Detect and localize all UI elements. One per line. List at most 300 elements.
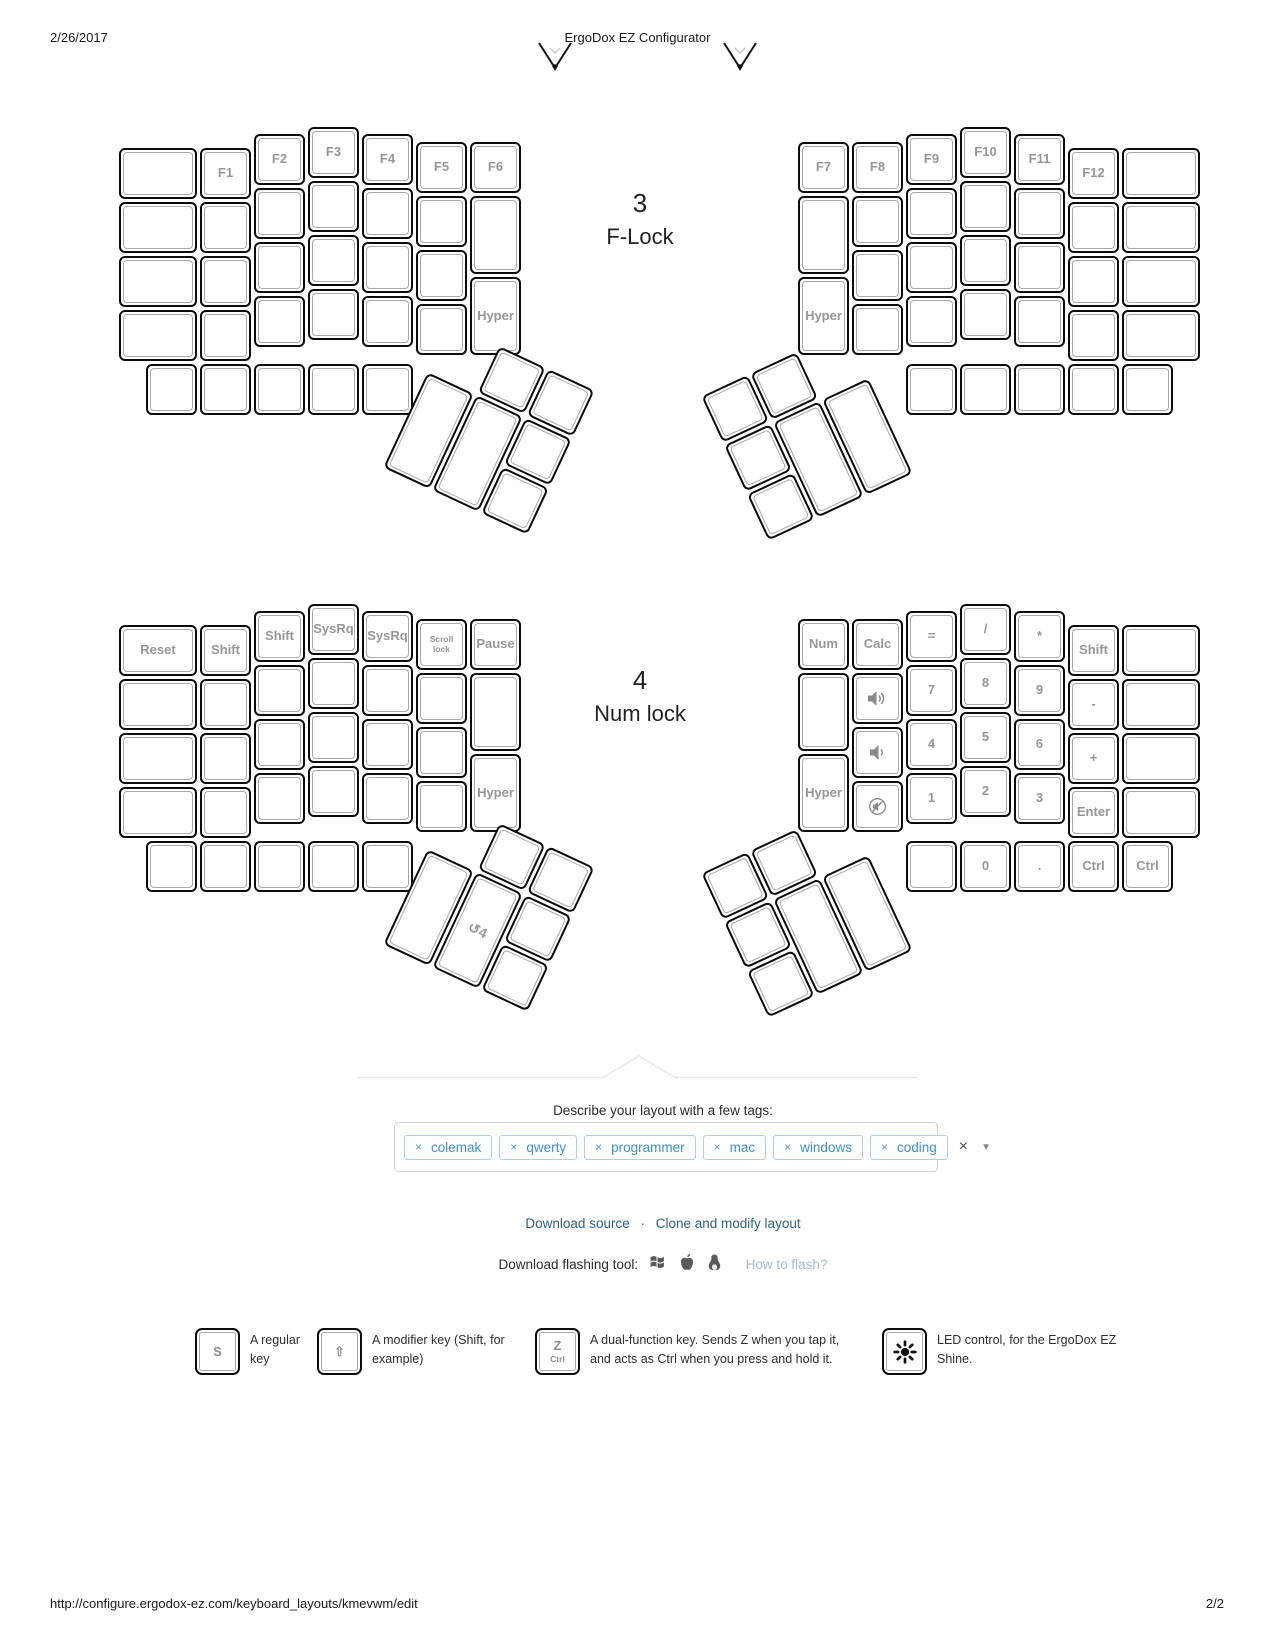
key-blank[interactable] xyxy=(200,364,251,415)
layer-number: 4 xyxy=(632,665,648,695)
clone-layout-link[interactable]: Clone and modify layout xyxy=(655,1216,801,1231)
key-blank[interactable] xyxy=(200,310,251,361)
keycap-label xyxy=(150,845,193,888)
key-shift[interactable] xyxy=(1068,625,1119,676)
key-volume-mute[interactable] xyxy=(852,781,903,832)
key-blank[interactable] xyxy=(1068,202,1119,253)
key-blank[interactable] xyxy=(146,364,197,415)
keycap-label xyxy=(123,206,193,249)
key-pause[interactable] xyxy=(470,619,521,670)
key-blank[interactable] xyxy=(362,841,413,892)
key-blank[interactable] xyxy=(200,733,251,784)
key-blank[interactable] xyxy=(416,727,467,778)
keycap-label: F12 xyxy=(1072,152,1115,195)
keycap-label xyxy=(756,834,813,891)
key-blank[interactable] xyxy=(1068,256,1119,307)
keycap-label: / xyxy=(964,608,1007,651)
key-blank[interactable] xyxy=(362,719,413,770)
layer-4-diagram xyxy=(0,603,1275,1073)
key-blank[interactable] xyxy=(362,665,413,716)
key-f6[interactable] xyxy=(470,142,521,193)
keycap-label: Hyper xyxy=(802,281,845,351)
keycap-label xyxy=(366,192,409,235)
key-blank[interactable] xyxy=(852,196,903,247)
how-to-flash-link[interactable]: How to flash? xyxy=(745,1257,828,1273)
keycap-label xyxy=(1072,260,1115,303)
keycap-label: Reset xyxy=(123,629,193,672)
key-blank[interactable] xyxy=(798,196,849,274)
key-[interactable] xyxy=(1014,611,1065,662)
keycap-label: 7 xyxy=(910,669,953,712)
key-blank[interactable] xyxy=(798,673,849,751)
keycap-label xyxy=(752,955,809,1012)
key-blank[interactable] xyxy=(1014,364,1065,415)
key-num[interactable] xyxy=(798,619,849,670)
tag-label: colemak xyxy=(431,1139,482,1155)
keycap-label: Ctrl xyxy=(1126,845,1169,888)
keycap-label xyxy=(1126,791,1196,834)
keycap-label xyxy=(123,152,193,195)
keycap-label: Hyper xyxy=(474,281,517,351)
key-shift[interactable] xyxy=(254,611,305,662)
keycap-label xyxy=(258,368,301,411)
key-blank[interactable] xyxy=(906,296,957,347)
keycap-label: Scroll lock xyxy=(420,623,463,666)
layer-name: F-Lock xyxy=(606,224,674,249)
keycap-label: Shift xyxy=(1072,629,1115,672)
key-[interactable] xyxy=(1068,679,1119,730)
keycap-label: 4 xyxy=(910,723,953,766)
key-ctrl[interactable] xyxy=(1068,841,1119,892)
keycap-label xyxy=(366,368,409,411)
keycap-label xyxy=(964,239,1007,282)
key-blank[interactable] xyxy=(852,250,903,301)
led-icon xyxy=(886,1332,923,1371)
keycap-label: Shift xyxy=(258,615,301,658)
tag-programmer[interactable] xyxy=(584,1135,696,1160)
key-3[interactable] xyxy=(1014,773,1065,824)
key-blank[interactable] xyxy=(906,364,957,415)
keycap-label: F3 xyxy=(312,131,355,174)
legend-keycap xyxy=(199,1332,236,1371)
legend-key-label: ⇧ xyxy=(334,1344,345,1359)
keycap-label xyxy=(910,300,953,343)
keycap-label: . xyxy=(1018,845,1061,888)
keycap-label xyxy=(366,669,409,712)
key-blank[interactable] xyxy=(308,841,359,892)
download-source-link[interactable]: Download source xyxy=(525,1216,630,1231)
keycap-label: F6 xyxy=(474,146,517,189)
keycap-label xyxy=(964,368,1007,411)
keycap-label: 1 xyxy=(910,777,953,820)
key-blank[interactable] xyxy=(200,787,251,838)
key-blank[interactable] xyxy=(254,242,305,293)
keycap-label: F1 xyxy=(204,152,247,195)
key-f7[interactable] xyxy=(798,142,849,193)
key-blank[interactable] xyxy=(1014,242,1065,293)
tag-colemak[interactable] xyxy=(404,1135,492,1160)
key-f1[interactable] xyxy=(200,148,251,199)
key-blank[interactable] xyxy=(362,242,413,293)
key-blank[interactable] xyxy=(200,202,251,253)
key-blank[interactable] xyxy=(308,658,359,709)
keycap-label: 2 xyxy=(964,770,1007,813)
keycap-label: 5 xyxy=(964,716,1007,759)
tag-remove-icon[interactable]: × xyxy=(510,1140,518,1154)
keycap-label: Shift xyxy=(204,629,247,672)
tag-remove-icon[interactable]: × xyxy=(595,1140,603,1154)
key-blank[interactable] xyxy=(1122,202,1200,253)
keycap-label xyxy=(1126,260,1196,303)
keycap-label xyxy=(802,200,845,270)
key-blank[interactable] xyxy=(119,256,197,307)
key-[interactable] xyxy=(960,604,1011,655)
legend-text: A modifier key (Shift, for example) xyxy=(372,1333,505,1367)
tag-windows[interactable] xyxy=(773,1135,863,1160)
flash-tool-icons xyxy=(642,1257,728,1272)
key-blank[interactable] xyxy=(470,673,521,751)
keycap-label xyxy=(707,380,764,437)
keycap-label xyxy=(910,246,953,289)
key-blank[interactable] xyxy=(119,310,197,361)
clipped-key-fragment-left xyxy=(537,42,573,74)
print-header-date: 2/26/2017 xyxy=(50,30,108,45)
keycap-label xyxy=(123,683,193,726)
keycap-label: F8 xyxy=(856,146,899,189)
key-f9[interactable] xyxy=(906,134,957,185)
keycap-label xyxy=(856,200,899,243)
volume-down-icon xyxy=(856,731,899,774)
keycap-label xyxy=(1072,206,1115,249)
keycap-label: Ctrl xyxy=(1072,845,1115,888)
keycap-label xyxy=(366,246,409,289)
keycap-label: 3 xyxy=(1018,777,1061,820)
keycap-label xyxy=(1126,683,1196,726)
key-[interactable] xyxy=(906,611,957,662)
keycap-label xyxy=(258,777,301,820)
key-blank[interactable] xyxy=(1122,310,1200,361)
key-blank[interactable] xyxy=(1014,296,1065,347)
keycap-label: Enter xyxy=(1072,791,1115,834)
key-blank[interactable] xyxy=(254,364,305,415)
keycap-label xyxy=(509,423,566,480)
key-f10[interactable] xyxy=(960,127,1011,178)
key-blank[interactable] xyxy=(146,841,197,892)
tag-label: coding xyxy=(896,1139,937,1155)
keycap-label xyxy=(1126,368,1169,411)
keycap-label xyxy=(312,770,355,813)
keycap-label xyxy=(312,716,355,759)
tag-remove-icon[interactable]: × xyxy=(880,1140,888,1154)
key-f5[interactable] xyxy=(416,142,467,193)
key-shift[interactable] xyxy=(200,625,251,676)
key-blank[interactable] xyxy=(308,712,359,763)
key-volume-down[interactable] xyxy=(852,727,903,778)
key-blank[interactable] xyxy=(254,841,305,892)
print-header-title: ErgoDox EZ Configurator xyxy=(564,30,711,45)
keycap-label xyxy=(366,845,409,888)
key-blank[interactable] xyxy=(470,196,521,274)
key-blank[interactable] xyxy=(254,188,305,239)
key-blank[interactable] xyxy=(254,773,305,824)
keycap-label: 0 xyxy=(964,845,1007,888)
keycap-label xyxy=(1018,192,1061,235)
flash-row xyxy=(0,1255,1275,1276)
key-blank[interactable] xyxy=(960,364,1011,415)
key-blank[interactable] xyxy=(200,841,251,892)
tag-remove-icon[interactable]: × xyxy=(713,1140,721,1154)
tag-label: mac xyxy=(729,1139,756,1155)
clipped-key-fragment-right xyxy=(722,42,758,74)
keycap-label xyxy=(474,677,517,747)
key-blank[interactable] xyxy=(254,665,305,716)
legend-key-z xyxy=(535,1328,580,1375)
key-f12[interactable] xyxy=(1068,148,1119,199)
key-blank[interactable] xyxy=(1122,256,1200,307)
keycap-label: F2 xyxy=(258,138,301,181)
tag-qwerty[interactable] xyxy=(499,1135,577,1160)
key-blank[interactable] xyxy=(308,181,359,232)
tag-remove-icon[interactable]: × xyxy=(784,1140,792,1154)
keycap-label: F4 xyxy=(366,138,409,181)
key-blank[interactable] xyxy=(1122,679,1200,730)
keycap-label xyxy=(204,206,247,249)
key-f4[interactable] xyxy=(362,134,413,185)
key-volume-up[interactable] xyxy=(852,673,903,724)
key-blank[interactable] xyxy=(1122,364,1173,415)
apple-icon[interactable] xyxy=(679,1253,695,1274)
key-8[interactable] xyxy=(960,658,1011,709)
key-blank[interactable] xyxy=(254,719,305,770)
keycap-label xyxy=(204,260,247,303)
keycap-label xyxy=(1126,206,1196,249)
key-0[interactable] xyxy=(960,841,1011,892)
keycap-label: F11 xyxy=(1018,138,1061,181)
legend-item-4 xyxy=(882,1328,1127,1375)
key-blank[interactable] xyxy=(1014,188,1065,239)
key-blank[interactable] xyxy=(960,235,1011,286)
keycap-label xyxy=(729,906,786,963)
keycap-label xyxy=(204,314,247,357)
tags-dropdown-caret-icon[interactable]: ▼ xyxy=(981,1141,992,1153)
keycap-label: Hyper xyxy=(802,758,845,828)
key-blank[interactable] xyxy=(852,304,903,355)
keycap-label: Calc xyxy=(856,623,899,666)
volume-mute-icon xyxy=(856,785,899,828)
keycap-label xyxy=(312,185,355,228)
linux-icon[interactable] xyxy=(707,1254,722,1274)
keycap-label xyxy=(756,357,813,414)
key-9[interactable] xyxy=(1014,665,1065,716)
legend-key-label: S xyxy=(213,1344,222,1359)
key-blank[interactable] xyxy=(1122,787,1200,838)
key-blank[interactable] xyxy=(1122,625,1200,676)
key-blank[interactable] xyxy=(1122,733,1200,784)
key-blank[interactable] xyxy=(1122,148,1200,199)
key-blank[interactable] xyxy=(308,364,359,415)
key-ctrl[interactable] xyxy=(1122,841,1173,892)
keycap-label xyxy=(258,300,301,343)
key-blank[interactable] xyxy=(254,296,305,347)
keycap-label xyxy=(1018,300,1061,343)
key-blank[interactable] xyxy=(362,773,413,824)
key-blank[interactable] xyxy=(119,148,197,199)
windows-icon[interactable] xyxy=(648,1254,667,1273)
key-blank[interactable] xyxy=(200,256,251,307)
keycap-label xyxy=(1072,368,1115,411)
key-blank[interactable] xyxy=(416,250,467,301)
key-f2[interactable] xyxy=(254,134,305,185)
keycap-label xyxy=(707,857,764,914)
tag-label: windows xyxy=(800,1139,852,1155)
keycap-label xyxy=(420,200,463,243)
key-scroll-lock[interactable] xyxy=(416,619,467,670)
key-blank[interactable] xyxy=(200,679,251,730)
layer-3-diagram xyxy=(0,126,1275,596)
keycap-label xyxy=(150,368,193,411)
keycap-label xyxy=(366,300,409,343)
keycap-label xyxy=(420,731,463,774)
keycap-label xyxy=(366,723,409,766)
key-enter[interactable] xyxy=(1068,787,1119,838)
key-7[interactable] xyxy=(906,665,957,716)
keycap-label xyxy=(123,314,193,357)
key-blank[interactable] xyxy=(906,188,957,239)
keycap-label xyxy=(486,949,543,1006)
keycap-label: F10 xyxy=(964,131,1007,174)
keycap-label xyxy=(483,351,540,408)
key-1[interactable] xyxy=(906,773,957,824)
key-blank[interactable] xyxy=(308,766,359,817)
section-divider xyxy=(358,1053,918,1079)
keycap-label xyxy=(123,260,193,303)
keycap-label xyxy=(312,368,355,411)
keycap-label: 9 xyxy=(1018,669,1061,712)
keycap-label xyxy=(258,845,301,888)
keycap-label xyxy=(964,185,1007,228)
legend-item-3 xyxy=(535,1328,842,1375)
key-f3[interactable] xyxy=(308,127,359,178)
key-blank[interactable] xyxy=(308,235,359,286)
key-blank[interactable] xyxy=(119,202,197,253)
keycap-label xyxy=(483,828,540,885)
keycap-label xyxy=(1018,246,1061,289)
keycap-label xyxy=(964,293,1007,336)
key-blank[interactable] xyxy=(362,364,413,415)
key-6[interactable] xyxy=(1014,719,1065,770)
key-sysrq[interactable] xyxy=(362,611,413,662)
keycap-label xyxy=(856,254,899,297)
keycap-label xyxy=(802,677,845,747)
keycap-label xyxy=(1126,629,1196,672)
keycap-label xyxy=(204,368,247,411)
layer-number: 3 xyxy=(632,188,648,218)
keycap-label xyxy=(123,737,193,780)
legend-text: A regular key xyxy=(250,1333,301,1367)
key-blank[interactable] xyxy=(906,841,957,892)
keycap-label: SysRq xyxy=(312,608,355,651)
key-blank[interactable] xyxy=(362,296,413,347)
key-blank[interactable] xyxy=(1068,364,1119,415)
keycap-label xyxy=(752,478,809,535)
keycap-label xyxy=(532,851,589,908)
keycap-label: Pause xyxy=(474,623,517,666)
keycap-label xyxy=(312,293,355,336)
key-2[interactable] xyxy=(960,766,1011,817)
keycap-label xyxy=(729,429,786,486)
key-[interactable] xyxy=(1068,733,1119,784)
keycap-label xyxy=(910,845,953,888)
keycap-label: F5 xyxy=(420,146,463,189)
key-f8[interactable] xyxy=(852,142,903,193)
key-blank[interactable] xyxy=(362,188,413,239)
legend-item-2 xyxy=(317,1328,512,1375)
legend-key-s xyxy=(195,1328,240,1375)
volume-up-icon xyxy=(856,677,899,720)
key-5[interactable] xyxy=(960,712,1011,763)
key-blank[interactable] xyxy=(960,181,1011,232)
key-blank[interactable] xyxy=(1068,310,1119,361)
keycap-label xyxy=(420,254,463,297)
keycap-label xyxy=(1126,314,1196,357)
keycap-label: = xyxy=(910,615,953,658)
keycap-label xyxy=(204,791,247,834)
legend-led-key xyxy=(882,1328,927,1375)
key-calc[interactable] xyxy=(852,619,903,670)
keycap-label xyxy=(312,239,355,282)
key-blank[interactable] xyxy=(119,679,197,730)
key-blank[interactable] xyxy=(416,196,467,247)
tag-label: programmer xyxy=(611,1139,685,1155)
keycap-label xyxy=(474,200,517,270)
key-blank[interactable] xyxy=(960,289,1011,340)
tags-input[interactable] xyxy=(394,1122,992,1172)
key-reset[interactable] xyxy=(119,625,197,676)
key-blank[interactable] xyxy=(119,733,197,784)
tag-coding[interactable] xyxy=(870,1135,948,1160)
keycap-label: ↺4 xyxy=(438,877,518,983)
keycap-label xyxy=(1126,737,1196,780)
keycap-label xyxy=(366,777,409,820)
keycap-label: SysRq xyxy=(366,615,409,658)
keycap-label xyxy=(258,669,301,712)
keycap-label xyxy=(910,192,953,235)
links-row xyxy=(0,1216,1275,1231)
key-blank[interactable] xyxy=(416,673,467,724)
key-blank[interactable] xyxy=(119,787,197,838)
keycap-label xyxy=(856,308,899,351)
key-4[interactable] xyxy=(906,719,957,770)
keycap-label: Num xyxy=(802,623,845,666)
keycap-label xyxy=(509,900,566,957)
keycap-label: * xyxy=(1018,615,1061,658)
keycap-label xyxy=(312,845,355,888)
keycap-label xyxy=(258,723,301,766)
key-[interactable] xyxy=(1014,841,1065,892)
keycap-label: + xyxy=(1072,737,1115,780)
tag-mac[interactable] xyxy=(703,1135,767,1160)
key-f11[interactable] xyxy=(1014,134,1065,185)
keycap-label xyxy=(258,192,301,235)
keycap-label xyxy=(204,737,247,780)
key-blank[interactable] xyxy=(906,242,957,293)
keycap-label xyxy=(1072,314,1115,357)
key-sysrq[interactable] xyxy=(308,604,359,655)
tag-remove-icon[interactable]: × xyxy=(415,1140,423,1154)
key-blank[interactable] xyxy=(308,289,359,340)
clear-tags-icon[interactable]: × xyxy=(958,1138,969,1155)
legend-text: A dual-function key. Sends Z when you tap it, and acts as Ctrl when you press and hold it. xyxy=(590,1333,840,1367)
